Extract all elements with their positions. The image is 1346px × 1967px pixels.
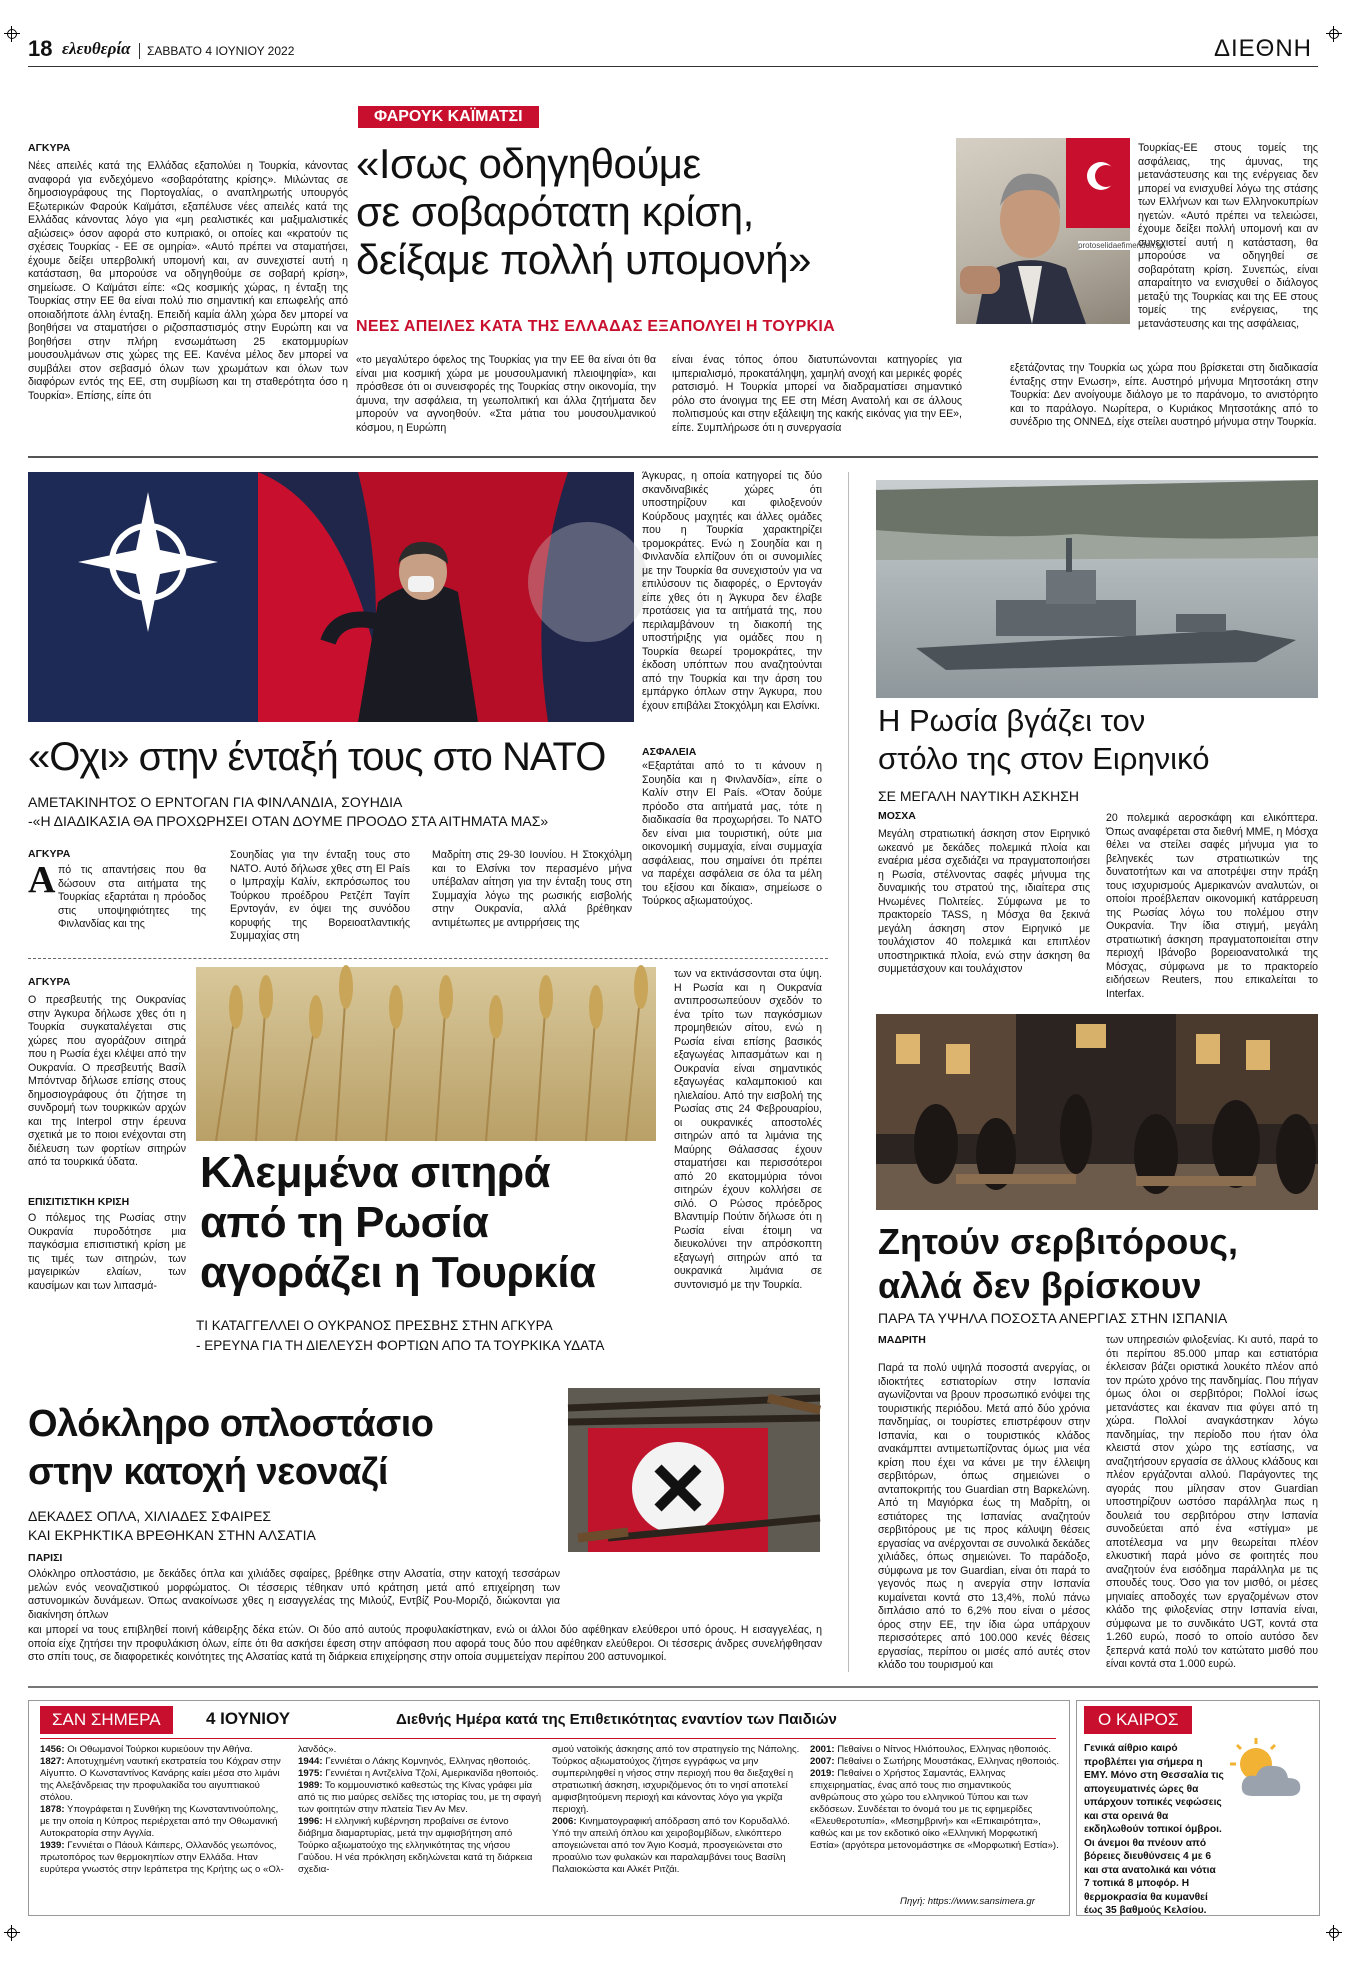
event-text: Γεννιέται ο Πάουλ Κάιπερς, Ολλανδός γεωπόνος, πρωτοπόρος των θερμοκηπίων στην Ελλάδα. Ηταν ευρύτερα γνωστός στην Ιεράπετρα της Κρήτης ως ο «Ολ- (40, 1840, 284, 1875)
article2-col2: Σουηδίας για την ένταξη τους στο ΝΑΤΟ. Αυτό δήλωσε χθες στη El País ο Ιμπραχίμ Καλίν, εκπρόσωπος του Τούρκου προέδρου Ρετζέπ Ταγίπ Ερντογάν, εν όψει της συνόδου κορυφής της Βορειοατλαντικής Συμμαχίας στη (230, 849, 410, 942)
kaimatsi-photo-svg (956, 138, 1130, 324)
event (810, 1756, 1060, 1768)
article1-kicker: ΦΑΡΟΥΚ ΚΑΪΜΑΤΣΙ (358, 106, 539, 128)
san-simera-col3 (552, 1744, 802, 1910)
event-year: 1989: (298, 1780, 323, 1791)
nato-photo-svg (28, 472, 634, 722)
article3-location: ΜΟΣΧΑ (878, 810, 916, 822)
event-year: 1456: (40, 1744, 65, 1755)
article6-subhead2: ΚΑΙ ΕΚΡΗΚΤΙΚΑ ΒΡΕΘΗΚΑΝ ΣΤΗΝ ΑΛΣΑΤΙΑ (28, 1527, 316, 1543)
headline-line: Η Ρωσία βγάζει τον (878, 703, 1146, 738)
wheat-photo-svg (196, 967, 656, 1141)
article1-subhead: ΝΕΕΣ ΑΠΕΙΛΕΣ ΚΑΤΑ ΤΗΣ ΕΛΛΑΔΑΣ ΕΞΑΠΟΛΥΕΙ Η ΤΟΥΡΚΙΑ (356, 318, 836, 335)
event-year: 2001: (810, 1744, 835, 1755)
restaurant-photo (876, 1014, 1318, 1210)
table (1136, 1176, 1256, 1186)
article2-col3: Μαδρίτη στις 29-30 Ιουνίου. Η Στοκχόλμη και το Ελσίνκι τον περασμένο μήνα υπέβαλαν αίτηση για την ένταξη τους στη Συμμαχία λόγω της ρωσικής εισβολής στην Ουκρανία, αλλά βρέθηκαν αντιμέτωπες με αντιρρήσεις της (432, 849, 632, 929)
wheat-photo (196, 967, 656, 1141)
event-text: Γεννιέται η Αντζελίνα Τζολί, Αμερικανίδα ηθοποιός. (325, 1768, 539, 1779)
crop-mark (4, 1925, 20, 1941)
event-text: Αποτυχημένη ναυτική εκστρατεία του Κόχραν στην Αίγυπτο. Ο Κωνσταντίνος Κανάρης καίει μέσα στο λιμάνι της Αλεξάνδρειας την προφυλακίδα του αιγυπτιακού στόλου. (40, 1756, 281, 1803)
article6-headline (28, 1400, 568, 1496)
event (298, 1816, 543, 1876)
event (552, 1744, 802, 1816)
article1-col2: «το μεγαλύτερο όφελος της Τουρκίας για την ΕΕ θα είναι ότι θα είναι μια κοσμική χώρα με μουσουλμανική πλειοψηφία», και πρόσθεσε ότι οι συνεισφορές της Τουρκίας στην οικονομία, την άμυνα, την ασφάλεια, τη γεωπολιτική και άλλα ζητήματα δεν μπορούν να αγνοηθούν. «Στα μάτια του μουσουλμανικού κόσμου, η Ευρώπη (356, 354, 656, 434)
article2-dropcap: Α (28, 859, 56, 901)
event-year: 1827: (40, 1756, 65, 1767)
column-divider (848, 472, 849, 1672)
article5-subhead: ΠΑΡΑ ΤΑ ΥΨΗΛΑ ΠΟΣΟΣΤΑ ΑΝΕΡΓΙΑΣ ΣΤΗΝ ΙΣΠΑΝΙΑ (878, 1310, 1228, 1326)
san-simera-source: Πηγή: https://www.sansimera.gr (900, 1896, 1035, 1907)
divider (139, 43, 140, 59)
rule (28, 66, 1318, 67)
warship-photo (876, 480, 1318, 698)
table (956, 1174, 1076, 1184)
article4-subhead2: - ΕΡΕΥΝΑ ΓΙΑ ΤΗ ΔΙΕΛΕΥΣΗ ΦΟΡΤΙΩΝ ΑΠΟ ΤΑ ΤΟΥΡΚΙΚΑ ΥΔΑΤΑ (196, 1338, 605, 1353)
section-title: ΔΙΕΘΝΗ (1213, 35, 1312, 62)
event (810, 1768, 1060, 1852)
headline-line: Ολόκληρο οπλοστάσιο (28, 1403, 434, 1445)
masthead (28, 30, 1318, 64)
san-simera-label: ΣΑΝ ΣΗΜΕΡΑ (40, 1706, 173, 1734)
article4-headline (200, 1148, 660, 1298)
ship-superstructure (996, 600, 1136, 636)
event (298, 1780, 543, 1816)
article1-headline (356, 140, 936, 284)
article2-subhead2: -«Η ΔΙΑΔΙΚΑΣΙΑ ΘΑ ΠΡΟΧΩΡΗΣΕΙ ΟΤΑΝ ΔΟΥΜΕ ΠΡΟΟΔΟ ΣΤΑ ΑΙΤΗΜΑΤΑ ΜΑΣ» (28, 813, 549, 829)
event-text: σμού νατοϊκής άσκησης από τον στρατηγείο της Νάπολης. Τούρκος αξιωματούχος ζήτησε εγγράφως να μην συμπεριληφθεί η νήσος στην περιοχή που θα διεξαχθεί η στρατιωτική άσκηση, ισχυριζόμενος ότι το νησί αποτελεί αμφισβητούμενη περιοχή και κάνοντας λόγο για γκρίζα περιοχή. (552, 1744, 800, 1815)
event-text: Πεθαίνει ο Νίτνος Ηλιόπουλος, Ελληνας ηθοποιός. (837, 1744, 1052, 1755)
article4-col1: Ο πρεσβευτής της Ουκρανίας στην Άγκυρα δήλωσε χθες ότι η Τουρκία συγκαταλέγεται στις χώρες που αγοράζουν σιτηρά που η Ρωσία έχει κλέψει από την Ουκρανία. Ο πρεσβευτής Βασίλ Μπόντναρ δήλωσε επίσης στους δημοσιογράφους ότι ζήτησε τη συνδρομή των τουρκικών αρχών και της Interpol στην έρευνα σχετικά με το ποιοι ενέχονται στη διέλευση των φορτίων σιτηρών από τα τουρκικά ύδατα. (28, 994, 186, 1168)
article4-location: ΑΓΚΥΡΑ (28, 976, 71, 988)
kaimatsi-photo (956, 138, 1130, 324)
sun-cloud-icon (1222, 1736, 1312, 1806)
headline-line: σε σοβαρότατη κρίση, (356, 188, 754, 235)
article2-col4: Άγκυρας, η οποία κατηγορεί τις δύο σκανδιναβικές χώρες ότι υποστηρίζουν και φιλοξενούν Κούρδους μαχητές και άλλες ομάδες που η Τουρκία χαρακτηρίζει τρομοκράτες. Ενώ η Σουηδία και η Φινλανδία ελπίζουν ότι οι συνομιλίες με την Τουρκία θα συνεχιστούν για να επιλύσουν τις διαφορές, ο Ερντογάν είπε χθες ότι η Άγκυρα δεν έλαβε προτάσεις για τα αιτήματά της, που περιλαμβάνουν τη διακοπή της υποστήριξης για ομάδες που η Τουρκία θεωρεί τρομοκράτες, την έκδοση υπόπτων που αναζητούνται από την Τουρκία και την άρση του εμπάργκο όπλων στην Άγκυρα, που έχουν επιβάλει Στοκχόλμη και Ελσίνκι. (642, 470, 822, 712)
weapons-photo-svg (568, 1388, 820, 1552)
article6-col-full: και μπορεί να τους επιβληθεί ποινή κάθειρξης δέκα ετών. Οι δύο από αυτούς προφυλακίστηκαν, ενώ οι άλλοι δύο αφέθηκαν ελεύθεροι υπό όρους. Η εισαγγελέας, η οποία είχε ζητήσει την προφυλάκιση όλων, είπε ότι θα ασκήσει έφεση στην απόφαση που αφορά τους δύο που αφέθηκαν ελεύθεροι. Οι τέσσερις άνδρες συνελήφθησαν στο σπίτι τους, σε διαφορετικές κοινότητες της Αλσατίας κατά τη διάρκεια επιχείρησης στην οποία συμμετείχαν περίπου 200 αστυνομικοί. (28, 1624, 822, 1663)
weapons-photo (568, 1388, 820, 1552)
weather-text: Γενικά αίθριο καιρό προβλέπει για σήμερα η ΕΜΥ. Μόνο στη Θεσσαλία τις απογευματινές ώρες θα υπάρχουν τοπικές νεφώσεις και στα ορεινά θα εκδηλωθούν τοπικοί όμβροι. Οι άνεμοι θα πνέουν από βόρειες διευθύνσεις 4 με 6 και στα ανατολικά και νότια 7 τοπικά 8 μποφόρ. Η θερμοκρασία θα κυμανθεί έως 35 βαθμούς Κελσίου. (1084, 1743, 1224, 1916)
warship-photo-svg (876, 480, 1318, 698)
headline-line: Ζητούν σερβιτόρους, (878, 1221, 1238, 1262)
event-year: 2006: (552, 1816, 577, 1827)
nato-photo (28, 472, 634, 722)
rule (28, 958, 828, 959)
face-mask (408, 576, 434, 592)
watermark: protoselidaefimeridon.gr (1078, 241, 1164, 250)
article2-col4b: «Εξαρτάται από το τι κάνουν η Σουηδία και η Φινλανδία», είπε ο Καλίν στην El País. «Όταν δούμε πρόοδο στα αιτήματά μας, τότε η διαδικασία θα προχωρήσει. Το ΝΑΤΟ δεν είναι μια τουριστική, ούτε μια οικονομική συμμαχία, είναι συμμαχία ασφάλειας, που σημαίνει ότι πρέπει να παρέχει ασφάλεια σε όλα τα μέλη του εξίσου και δίκαια», σημείωσε ο Τούρκος αξιωματούχος. (642, 760, 822, 907)
article1-col-bottom: εξετάζοντας την Τουρκία ως χώρα που βρίσκεται στη διαδικασία ένταξης στην Ενωση», είπε. Αυστηρό μήνυμα Μητσοτάκη στην Τουρκία: Δεν ανοίγουμε διάλογο με το παράνομο, το ανιστόρητο και το παράλογο. Νωρίτερα, ο Κυριάκος Μητσοτάκης από το συνέδριο της ΟΝΝΕΔ, είχε στείλει αυστηρό μήνυμα στην Τουρκία. (1010, 362, 1318, 428)
event (298, 1756, 543, 1768)
event (40, 1804, 290, 1840)
ship-mast (1066, 538, 1072, 572)
event (810, 1744, 1060, 1756)
event-text: Πεθαίνει ο Χρήστος Σαμαντάς, Ελληνας επιχειρηματίας, ένας από τους πιο σημαντικούς ανθρώπους στο χώρο του ελληνικού Τύπου και των εκδόσεων. Συνδέεται το όνομά του με τις εφημερίδες «Ελευθεροτυπία», «Μεσημβρινή» και «Επικαιρότητα», καθώς και με τον εκδοτικό οίκο «Ελληνική Μορφωτική Εστία» (αργότερα μετονομάστηκε σε «Μορφωτική Εστία»). (810, 1768, 1059, 1851)
event (298, 1744, 543, 1756)
event-text: Η ελληνική κυβέρνηση προβαίνει σε έντονο διάβημα διαμαρτυρίας, μετά την αμφισβήτηση από Τούρκο αξιωματούχο της ελληνικότητας της νήσου Γαύδου. Η νέα πρόκληση εκδηλώνεται κατά τη διάρκεια σχεδια- (298, 1816, 533, 1875)
headline-line: από τη Ρωσία (200, 1198, 489, 1247)
event (552, 1816, 802, 1876)
article1-col3: είναι ένας τόπος όπου διατυπώνονται κατηγορίες για ιμπεριαλισμό, προκατάληψη, χαμηλή ανοχή και μερικές φορές ρατσισμό. Η Τουρκία μπορεί να διαδραματίσει σημαντικό ρόλο στο άνοιγμα της ΕΕ στη Μέση Ανατολή και σε άλλους πολιτισμούς και στην εξάλειψη της κακής εικόνας για την ΕΕ», είπε. Συμπλήρωσε ότι η συνεργασία (672, 354, 962, 434)
event (40, 1756, 290, 1804)
article1-col1: Νέες απειλές κατά της Ελλάδας εξαπολύει η Τουρκία, κάνοντας αναφορά για ενδεχόμενο «σοβαρότατης κρίσης». Μιλώντας σε δημοσιογράφους της Πορτογαλίας, ο αναπληρωτής υπουργός Εξωτερικών Φαρούκ Καϊμάτσι, εξαπέλυσε νέες απειλές κατά της Ελλάδας κάνοντας λόγο για «μη ρεαλιστικές και μαξιμαλιστικές αξιώσεις» όσον αφορά στο κυπριακό, οι οποίες και «κρατούν τις σχέσεις Τουρκίας - ΕΕ σε ομηρία». «Αυτό πρέπει να σταματήσει, έχουμε δείξει υπερβολική υπομονή και, αν συνεχιστεί αυτή η κατάσταση, θα μπορούσε να οδηγηθούμε σε σοβαρή κρίση», σημείωσε. Ο Καϊμάτσι είπε: «Ως κοσμικής χώρας, η ένταξη της Τουρκίας στην ΕΕ θα είναι πολύ πιο σημαντική και επωφελής από οποιαδήποτε άλλη ένταξη. Επειδή καμία άλλη χώρα δεν μπορεί να βοηθήσει να σταματήσει ο ριζοσπαστισμός στην Ευρώπη και να βοηθήσει στην πλήρη ενσωμάτωση 25 εκατομμυρίων μουσουλμάνων στις χώρες της ΕΕ. Κανένα μέλος δεν μπορεί να συμβάλει στον σεβασμό όλων των χρωμάτων και όλων των διαφόρων εντός της ΕΕ, στη συμβίωση και τη σταθερότητα όσο η Τουρκία». Επίσης, είπε ότι (28, 160, 348, 402)
article2-subsection: ΑΣΦΑΛΕΙΑ (642, 746, 697, 758)
article2-subhead1: ΑΜΕΤΑΚΙΝΗΤΟΣ Ο ΕΡΝΤΟΓΑΝ ΓΙΑ ΦΙΝΛΑΝΔΙΑ, ΣΟΥΗΔΙΑ (28, 794, 403, 810)
article1-location: ΑΓΚΥΡΑ (28, 142, 71, 154)
headline-line: δείξαμε πολλή υπομονή» (356, 236, 811, 283)
event-text: λανδός». (298, 1744, 337, 1755)
article4-subsection: ΕΠΙΣΙΤΙΣΤΙΚΗ ΚΡΙΣΗ (28, 1196, 130, 1208)
event-text: Υπογράφεται η Συνθήκη της Κωνσταντινούπολης, με την οποία η Κύπρος περιέρχεται από την Οθωμανική Αυτοκρατορία στην Αγγλία. (40, 1804, 279, 1839)
article5-col1: Παρά τα πολύ υψηλά ποσοστά ανεργίας, οι ιδιοκτήτες εστιατορίων στην Ισπανία αγωνίζονται να βρουν προσωπικό ενόψει της τουριστικής περιόδου. Μετά από δύο χρόνια πανδημίας, οι τουρίστες επιστρέφουν στην Ισπανία, και ο τουριστικός κλάδος ανακάμπτει αντιμετωπίζοντας όμως μια νέα κρίση που έχει να κάνει με την έλλειψη σερβιτόρων, όπως σημειώνει ο ανταποκριτής του Guardian στη Βαρκελώνη. Από τη Μαγιόρκα έως τη Μαδρίτη, οι εστιάτορες της Ισπανίας αναζητούν σερβιτόρους με τις προς κάλυψη θέσεις εργασίας να ανέρχονται σε συνολικά δεκάδες χιλιάδες, όπως σημειώνει. Το παράδοξο, σύμφωνα με τον Guardian, είναι ότι παρά το γεγονός πως η ανεργία στην Ισπανία κυμαίνεται κοντά στο 13,4%, πολύ πάνω διπλάσιο από το 6,2% που είναι ο μέσος όρος στην ΕΕ, την ίδια ώρα υπάρχουν περισσότερες από 100.000 κενές θέσεις εργασίας, περίπου οι μισές από αυτές στον κλάδο του τουρισμού και (878, 1362, 1090, 1671)
page-number: 18 (28, 36, 53, 61)
article4-col1b: Ο πόλεμος της Ρωσίας στην Ουκρανία πυροδότησε μια παγκόσμια επισιτιστική κρίση με τις τιμές των σιτηρών, των μαγειρικών ελαίων, των καυσίμων και των λιπασμά- (28, 1212, 186, 1292)
article5-location: ΜΑΔΡΙΤΗ (878, 1334, 926, 1346)
event-year: 1939: (40, 1840, 65, 1851)
event-text: Πεθαίνει ο Σωτήρης Μουστάκας, Ελληνας ηθοποιός. (837, 1756, 1060, 1767)
article2-headline: «Οχι» στην ένταξή τους στο ΝΑΤΟ (28, 735, 606, 779)
light (528, 522, 648, 642)
headline-line: αγοράζει η Τουρκία (200, 1248, 596, 1297)
article6-subhead1: ΔΕΚΑΔΕΣ ΟΠΛΑ, ΧΙΛΙΑΔΕΣ ΣΦΑΙΡΕΣ (28, 1508, 272, 1524)
article1-col4: Τουρκίας-ΕΕ στους τομείς της ασφάλειας, της άμυνας, της μετανάστευσης και της ενέργειας δεν μπορεί να ενισχυθεί λόγω της στάσης των Ελλήνων και των Ελληνοκυπρίων ηγετών. «Αυτό πρέπει να τελειώσει, έχουμε δείξει πολλή υπομονή και αν συνεχιστεί αυτή η κατάσταση, θα μπορούσε να οδηγηθεί σε σοβαρότατη κρίση. Συνεπώς, είναι απαραίτητο να ενισχυθεί ο διάλογος μεταξύ της Τουρκίας και της ΕΕ στους τομείς της ενέργειας, της μετανάστευσης και της ασφάλειας, (1138, 142, 1318, 330)
event (40, 1840, 290, 1876)
sun-cloud-svg (1222, 1736, 1312, 1806)
event-text: Το κομμουνιστικό καθεστώς της Κίνας γράφει μία από τις πιο μαύρες σελίδες της ιστορίας του, με τη σφαγή των φοιτητών στην πλατεία Τιεν Αν Μεν. (298, 1780, 542, 1815)
flag-crescent-cut (1095, 165, 1117, 187)
article3-headline (878, 702, 1318, 778)
article3-col1: Μεγάλη στρατιωτική άσκηση στον Ειρηνικό ωκεανό με δεκάδες πολεμικά πλοία και εναέρια μέσα σχεδιάζει να πραγματοποιήσει η Ρωσία, στέλνοντας σαφές μήνυμα της δυναμικής του στρατού της, ιδιαίτερα στις Ηνωμένες Πολιτείες. Σύμφωνα με το πρακτορείο TASS, η Μόσχα θα ξεκινά μεγάλη άσκηση στον Ειρηνικό με τουλάχιστον 40 πολεμικά και επιπλέον υποστηρικτικά πλοία, ενώ στην άσκηση θα συμμετάσχουν και τουλάχιστον (878, 828, 1090, 975)
ship-bridge (1046, 570, 1096, 604)
article3-col2: 20 πολεμικά αεροσκάφη και ελικόπτερα. Όπως αναφέρεται στα διεθνή ΜΜΕ, η Μόσχα θέλει να στείλει σαφές μήνυμα για το βεληνεκές των στρατιωτικών της δυνατοτήτων και να αποτρέψει στην πράξη τους ισχυρισμούς Αμερικανών αναλυτών, οι οποίοι προέβλεπαν οικονομική κατάρρευση της Ρωσίας λόγω του πολέμου στην Ουκρανία. Την ίδια στιγμή, μεγάλη στρατιωτική άσκηση πραγματοποιείται στην περιοχή Ιβάνοβο βορειοανατολικά της Μόσχας, σύμφωνα με το πρακτορείο ειδήσεων Reuters, που επικαλείται το Interfax. (1106, 812, 1318, 1000)
event-text: Γεννιέται ο Λάκης Κομνηνός, Ελληνας ηθοποιός. (325, 1756, 531, 1767)
article6-location: ΠΑΡΙΣΙ (28, 1552, 63, 1564)
rule (40, 1738, 1056, 1739)
event-text: Οι Οθωμανοί Τούρκοι κυριεύουν την Αθήνα. (67, 1744, 253, 1755)
event-year: 1944: (298, 1756, 323, 1767)
event-year: 1996: (298, 1816, 323, 1827)
article5-headline (878, 1220, 1318, 1308)
crop-mark (4, 26, 20, 42)
san-simera-col1 (40, 1744, 290, 1910)
headline-line: «Ισως οδηγηθούμε (356, 140, 701, 187)
event-year: 1878: (40, 1804, 65, 1815)
event (298, 1768, 543, 1780)
san-simera-col4 (810, 1744, 1060, 1894)
article3-subhead: ΣΕ ΜΕΓΑΛΗ ΝΑΥΤΙΚΗ ΑΣΚΗΣΗ (878, 788, 1079, 804)
article4-col2: των να εκτινάσσονται στα ύψη. Η Ρωσία και η Ουκρανία αντιπροσωπεύουν σχεδόν το ένα τρίτο των παγκόσμιων προμηθειών σίτου, ενώ η Ρωσία είναι επίσης βασικός εξαγωγέας λιπασμάτων και η Ουκρανία είναι σημαντικός εξαγωγέας καλαμποκιού και ηλιελαίου. Από την εισβολή της Ρωσίας στις 24 Φεβρουαρίου, οι ουκρανικές αποστολές σιτηρών από τα λιμάνια της Μαύρης Θάλασσας έχουν σταματήσει και περισσότεροι από 20 εκατομμύρια τόνοι σιτηρών έχουν κολλήσει σε σιλό. Ο Ρώσος πρόεδρος Βλαντιμίρ Πούτιν δήλωσε ότι η Ρωσία είναι έτοιμη να διευκολύνει την απρόσκοπτη εξαγωγή σιτηρών από τα ουκρανικά λιμάνια σε συντονισμό με την Τουρκία. (674, 968, 822, 1291)
event-text: Κινηματογραφική απόδραση από τον Κορυδαλλό. Υπό την απειλή όπλου και χειροβομβίδων, ελικόπτερο απογειώνεται από τον Άγιο Κοσμά, προσγειώνεται στο προαύλιο των φυλακών και παραλαμβάνει τους Βασίλη Παλαιοκώστα και Αλκέτ Ριτζάι. (552, 1816, 790, 1875)
san-simera-col2 (298, 1744, 543, 1910)
event (40, 1744, 290, 1756)
headline-line: Κλεμμένα σιτηρά (200, 1148, 551, 1197)
crop-mark (1326, 26, 1342, 42)
hand (960, 266, 1000, 294)
event-year: 1975: (298, 1768, 323, 1779)
event-year: 2007: (810, 1756, 835, 1767)
rule (28, 456, 1318, 458)
paper-logo: ελευθερία (62, 39, 131, 58)
rule (28, 1686, 1318, 1688)
article4-subhead1: ΤΙ ΚΑΤΑΓΓΕΛΛΕΙ Ο ΟΥΚΡΑΝΟΣ ΠΡΕΣΒΗΣ ΣΤΗΝ ΑΓΚΥΡΑ (196, 1318, 553, 1333)
article2-location: ΑΓΚΥΡΑ (28, 848, 71, 860)
event-year: 2019: (810, 1768, 835, 1779)
weather-label: Ο ΚΑΙΡΟΣ (1084, 1706, 1192, 1734)
restaurant-photo-svg (876, 1014, 1318, 1210)
article6-col1: Ολόκληρο οπλοστάσιο, με δεκάδες όπλα και χιλιάδες σφαίρες, βρέθηκε στην Αλσατία, στην κατοχή τεσσάρων μελών ενός νεοναζιστικού μορφώματος. Οι τέσσερις τέθηκαν υπό κράτηση μετά από επιχείρηση των αστυνομικών δυνάμεων. Όπως ανακοίνωσε χθες η εισαγγελέας της Μιλούζ, Εντβίζ Ρου-Μοριζό, διώκονται για διακίνηση όπλων (28, 1568, 560, 1621)
article2-col1: πό τις απαντήσεις που θα δώσουν στα αιτήματα της Τουρκίας εξαρτάται η πρόοδος στις υποψηφιότητες της Φινλανδίας και της (58, 864, 206, 930)
san-simera-date: 4 ΙΟΥΝΙΟΥ (206, 1709, 291, 1728)
headline-line: στόλο της στον Ειρηνικό (878, 741, 1210, 776)
crop-mark (1326, 1925, 1342, 1941)
article5-col2: των υπηρεσιών φιλοξενίας. Κι αυτό, παρά το ότι περίπου 85.000 μπαρ και εστιατόρια έκλεισαν βάζει οριστικά λουκέτο πλέον από τον πρώτο χρόνο της πανδημίας. Που πήγαν όμως όλοι οι σερβιτόροι; Πολλοί ίσως μετανάστες και έκαναν πια φύγει από τη χώρα. Πολλοί αναγκάστηκαν λόγω πανδημίας, την περίοδο που ήταν όλα κλειστά στον χώρο της εστίασης, να αναζητήσουν εργασία σε άλλους κλάδους και πλέον εργάζονται αλλού. Παράγοντες της αγοράς που μίλησαν στον Guardian υποστηρίζουν ωστόσο παράλληλα πως η δουλειά του σερβιτόρου στην Ισπανία συνοδεύεται από ένα «στίγμα» με αποτέλεσμα να μην θεωρείται πλέον ελκυστική παρά μόνο σε φοιτητές που αναζητούν ένα εισόδημα παράλληλα με τις σπουδές τους. Όσο για τον μισθό, οι μέσες μηνιαίες αποδοχές των εργαζομένων στον κλάδο της φιλοξενίας στην Ισπανία είναι, σύμφωνα με το συνδικάτο UGT, κοντά στα 1.260 ευρώ, ποσό το οποίο αυτόσο δεν ξεπερνά κατά πολύ τον κατώτατο μισθό που είναι κοντά στα 1.000 ευρώ. (1106, 1334, 1318, 1670)
issue-date: ΣΑΒΒΑΤΟ 4 ΙΟΥΝΙΟΥ 2022 (147, 44, 295, 58)
headline-line: στην κατοχή νεοναζί (28, 1451, 388, 1493)
headline-line: αλλά δεν βρίσκουν (878, 1265, 1202, 1306)
ship-deck (1176, 614, 1226, 632)
san-simera-day-title: Διεθνής Ημέρα κατά της Επιθετικότητας εναντίον των Παιδιών (396, 1711, 837, 1728)
